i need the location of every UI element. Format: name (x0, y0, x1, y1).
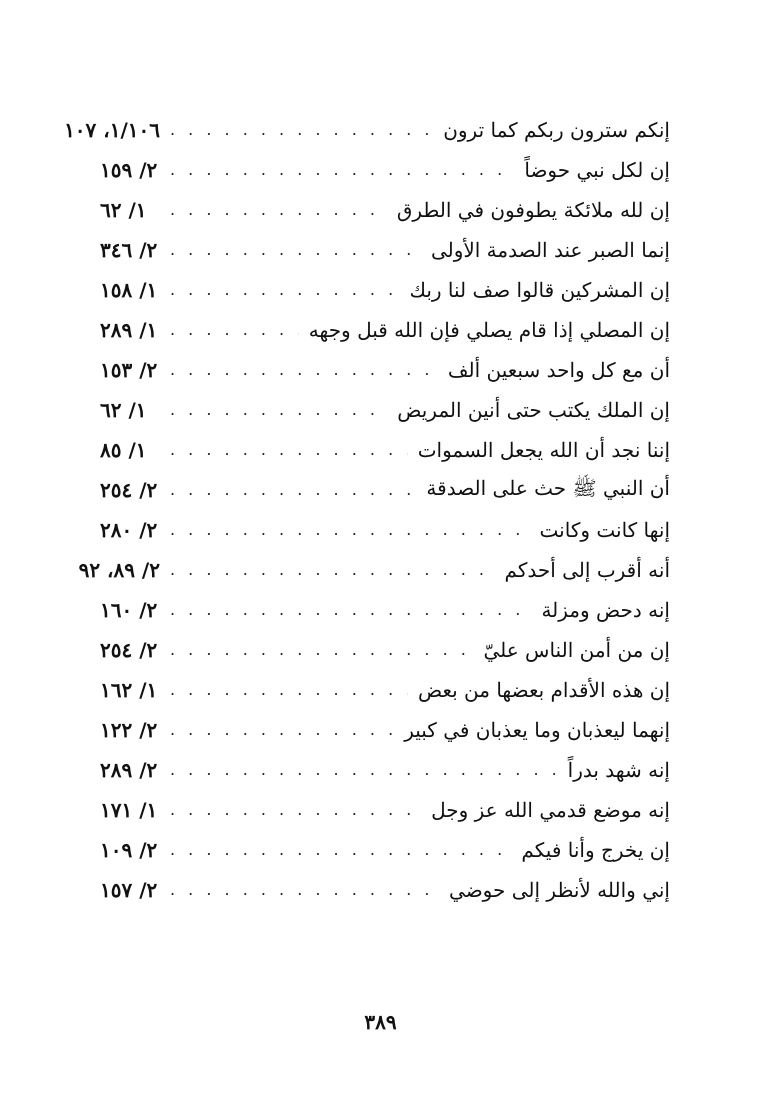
dot-leader (170, 590, 531, 630)
dot-leader (170, 670, 408, 710)
entry-text: إن الملك يكتب حتى أنين المريض (397, 398, 670, 422)
entry-reference: ٢/ ٢٥٤ (100, 638, 158, 662)
entry-text: أنه أقرب إلى أحدكم (504, 558, 670, 582)
dot-leader (170, 150, 514, 190)
entry-reference: ٢/ ١٥٣ (100, 358, 158, 382)
index-entry (100, 670, 670, 710)
entry-text: إنها كانت وكانت (539, 518, 670, 542)
dot-leader (170, 390, 387, 430)
dot-leader (170, 750, 558, 790)
entry-text: أن مع كل واحد سبعين ألف (447, 358, 670, 382)
entry-text: أن النبي ﷺ حث على الصدقة (426, 475, 670, 500)
entry-text: إن المشركين قالوا صف لنا ربك (409, 278, 670, 302)
entry-text: إنهما ليعذبان وما يعذبان في كبير (404, 718, 670, 742)
entry-text: إنه دحض ومزلة (541, 598, 670, 622)
entry-text: إن لله ملائكة يطوفون في الطرق (396, 198, 670, 222)
entry-reference: ١/ ٨٥ (100, 438, 147, 462)
dot-leader (170, 230, 421, 270)
entry-reference: ٢/ ١٥٩ (100, 158, 158, 182)
index-entry (64, 110, 670, 150)
index-entry (100, 430, 670, 470)
index-entry (100, 830, 670, 870)
index-entry (100, 150, 670, 190)
index-entry (100, 270, 670, 310)
page-number: ٣٨٩ (364, 1010, 397, 1034)
dot-leader (170, 430, 408, 470)
entry-reference: ١/١٠٦، ١٠٧ (64, 118, 160, 142)
entry-text: إن لكل نبي حوضاً (524, 158, 670, 182)
dot-leader (170, 110, 433, 150)
entry-text: إن المصلي إذا قام يصلي فإن الله قبل وجهه (308, 318, 670, 342)
entry-reference: ٢/ ١٦٠ (100, 598, 158, 622)
dot-leader (170, 470, 416, 510)
entry-reference: ١/ ٦٢ (100, 398, 147, 422)
entry-reference: ١/ ٦٢ (100, 198, 147, 222)
entry-reference: ٢/ ١٠٩ (100, 838, 158, 862)
entry-reference: ٢/ ١٥٧ (100, 878, 158, 902)
dot-leader (170, 870, 439, 910)
index-entry (100, 470, 670, 510)
dot-leader (170, 550, 495, 590)
index-entry (100, 190, 670, 230)
entry-text: إنما الصبر عند الصدمة الأولى (430, 238, 670, 262)
dot-leader (170, 510, 530, 550)
entry-reference: ٢/ ١٢٢ (100, 718, 158, 742)
entry-reference: ٢/ ٣٤٦ (100, 238, 158, 262)
index-entry (100, 750, 670, 790)
index-entry (100, 230, 670, 270)
index-entry (100, 630, 670, 670)
entry-text: إنه شهد بدراً (567, 758, 670, 782)
dot-leader (170, 710, 394, 750)
entry-text: إني والله لأنظر إلى حوضي (449, 878, 670, 902)
entry-reference: ١/ ١٦٢ (100, 678, 158, 702)
index-entry (100, 510, 670, 550)
index-entry (100, 350, 670, 390)
dot-leader (170, 790, 421, 830)
entry-reference: ٢/ ٢٨٩ (100, 758, 158, 782)
entry-text: إننا نجد أن الله يجعل السموات (417, 438, 670, 462)
dot-leader (170, 350, 438, 390)
entry-text: إن من أمن الناس عليّ (483, 638, 670, 662)
index-entry (100, 390, 670, 430)
entry-reference: ٢/ ٢٨٠ (100, 518, 158, 542)
dot-leader (170, 630, 473, 670)
index-entry (78, 550, 670, 590)
entry-reference: ٢/ ٢٥٤ (100, 478, 158, 502)
index-entry (100, 310, 670, 350)
entry-reference: ١/ ١٧١ (100, 798, 158, 822)
hadith-index-list (64, 110, 670, 910)
dot-leader (170, 830, 511, 870)
entry-reference: ٢/ ٨٩، ٩٢ (78, 558, 160, 582)
entry-reference: ١/ ١٥٨ (100, 278, 158, 302)
entry-text: إنه موضع قدمي الله عز وجل (431, 798, 670, 822)
index-entry (100, 870, 670, 910)
index-entry (100, 710, 670, 750)
dot-leader (170, 190, 387, 230)
dot-leader (170, 310, 299, 350)
entry-text: إن هذه الأقدام بعضها من بعض (417, 678, 670, 702)
entry-text: إن يخرج وأنا فيكم (521, 838, 670, 862)
entry-reference: ١/ ٢٨٩ (100, 318, 158, 342)
entry-text: إنكم سترون ربكم كما ترون (443, 118, 670, 142)
index-entry (100, 590, 670, 630)
index-entry (100, 790, 670, 830)
dot-leader (170, 270, 399, 310)
